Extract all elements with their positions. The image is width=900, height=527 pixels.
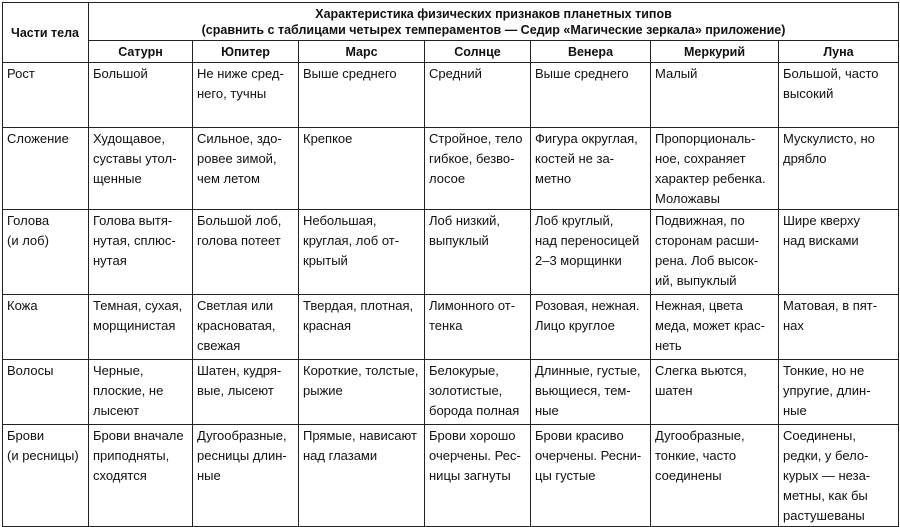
cell-line: Большой лоб,	[197, 213, 282, 228]
cell-line: рена. Лоб высок-	[655, 253, 759, 268]
cell-line: Подвижная, по	[655, 213, 745, 228]
row-header-line: Кожа	[7, 298, 38, 313]
cell-line: ницы загнуты	[429, 468, 511, 483]
row-header	[3, 295, 89, 360]
cell-line: Лоб круглый,	[535, 213, 614, 228]
cell-line: Длинные, густые,	[535, 363, 641, 378]
cell-line: сторонам расши-	[655, 233, 759, 248]
cell-line: лысеют	[93, 403, 140, 418]
cell-line: ное, сохраняет	[655, 151, 746, 166]
cell-line: нутая, сплюс-	[93, 233, 176, 248]
planet-header-moon: Луна	[779, 41, 899, 63]
cell-line: характер ребенка.	[655, 171, 766, 186]
table-cell	[299, 295, 425, 360]
planetary-types-table	[2, 2, 899, 527]
table-cell	[779, 360, 899, 425]
cell-line: Слегка вьются,	[655, 363, 747, 378]
cell-line: очерчены. Рес-	[429, 448, 521, 463]
table-cell	[89, 210, 193, 295]
table-cell	[299, 128, 425, 210]
cell-line: ровее зимой,	[197, 151, 277, 166]
table-row	[3, 63, 899, 128]
planet-header-venus: Венера	[531, 41, 651, 63]
table-cell	[89, 425, 193, 527]
table-cell	[193, 295, 299, 360]
corner-header: Части тела	[3, 3, 89, 63]
cell-line: над глазами	[303, 448, 378, 463]
cell-line: Моложавы	[655, 191, 720, 206]
cell-line: вьющиеся, тем-	[535, 383, 631, 398]
planet-header-saturn: Сатурн	[89, 41, 193, 63]
cell-line: упругие, длин-	[783, 383, 871, 398]
cell-line: лосое	[429, 171, 466, 186]
cell-line: Белокурые,	[429, 363, 499, 378]
row-header-line: Голова	[7, 213, 50, 228]
cell-line: цы густые	[535, 468, 596, 483]
table-cell	[89, 63, 193, 128]
cell-line: Дугообразные,	[655, 428, 745, 443]
cell-line: тонкие, часто	[655, 448, 737, 463]
cell-line: Фигура округлая,	[535, 131, 638, 146]
table-cell	[425, 360, 531, 425]
table-body	[3, 63, 899, 527]
table-cell	[425, 425, 531, 527]
cell-line: очерчены. Ресни-	[535, 448, 642, 463]
table-cell	[193, 63, 299, 128]
cell-line: чем летом	[197, 171, 260, 186]
cell-line: костей не за-	[535, 151, 615, 166]
table-cell	[651, 210, 779, 295]
table-cell	[299, 425, 425, 527]
table-cell	[531, 295, 651, 360]
cell-line: Шире кверху	[783, 213, 861, 228]
cell-line: Малый	[655, 66, 698, 81]
cell-line: тенка	[429, 318, 463, 333]
cell-line: Большой	[93, 66, 148, 81]
table-cell	[193, 425, 299, 527]
cell-line: нутая	[93, 253, 127, 268]
table-cell	[779, 63, 899, 128]
table-cell	[651, 425, 779, 527]
cell-line: Нежная, цвета	[655, 298, 743, 313]
cell-line: Пропорциональ-	[655, 131, 756, 146]
cell-line: дрябло	[783, 151, 827, 166]
cell-line: нах	[783, 318, 804, 333]
cell-line: Средний	[429, 66, 482, 81]
cell-line: Не ниже сред-	[197, 66, 284, 81]
cell-line: Розовая, нежная.	[535, 298, 640, 313]
table-cell	[299, 360, 425, 425]
cell-line: золотистые,	[429, 383, 503, 398]
cell-line: Темная, сухая,	[93, 298, 183, 313]
row-header	[3, 128, 89, 210]
table-cell	[651, 295, 779, 360]
table-title-line: Характеристика физических признаков планетных типов	[315, 7, 672, 21]
table-row	[3, 360, 899, 425]
cell-line: сходятся	[93, 468, 147, 483]
table-row	[3, 295, 899, 360]
cell-line: шатен	[655, 383, 693, 398]
cell-line: морщинистая	[93, 318, 176, 333]
cell-line: круглая, лоб от-	[303, 233, 400, 248]
planet-header-mars: Марс	[299, 41, 425, 63]
cell-line: Матовая, в пят-	[783, 298, 878, 313]
cell-line: Прямые, нависают	[303, 428, 417, 443]
cell-line: плоские, не	[93, 383, 164, 398]
cell-line: Большой, часто	[783, 66, 879, 81]
table-cell	[89, 128, 193, 210]
cell-line: метны, как бы	[783, 488, 868, 503]
cell-line: Тонкие, но не	[783, 363, 865, 378]
table-title	[89, 3, 899, 41]
table-cell	[425, 128, 531, 210]
planet-header-sun: Солнце	[425, 41, 531, 63]
table-cell	[779, 128, 899, 210]
table-cell	[531, 63, 651, 128]
cell-line: приподняты,	[93, 448, 170, 463]
cell-line: ные	[197, 468, 221, 483]
cell-line: Твердая, плотная,	[303, 298, 414, 313]
table-cell	[425, 63, 531, 128]
cell-line: Сильное, здо-	[197, 131, 282, 146]
planet-header-row	[3, 41, 899, 63]
cell-line: Небольшая,	[303, 213, 377, 228]
table-row	[3, 128, 899, 210]
table-cell	[531, 425, 651, 527]
cell-line: свежая	[197, 338, 241, 353]
table-cell	[193, 360, 299, 425]
cell-line: ные	[783, 403, 807, 418]
cell-line: Брови вначале	[93, 428, 184, 443]
cell-line: ресницы длин-	[197, 448, 287, 463]
row-header-line: Волосы	[7, 363, 54, 378]
cell-line: меда, может крас-	[655, 318, 765, 333]
cell-line: Крепкое	[303, 131, 353, 146]
table-cell	[531, 360, 651, 425]
cell-line: Лимонного от-	[429, 298, 516, 313]
cell-line: него, тучны	[197, 86, 267, 101]
cell-line: соединены	[655, 468, 722, 483]
cell-line: Выше среднего	[535, 66, 629, 81]
table-cell	[193, 210, 299, 295]
table-cell	[531, 128, 651, 210]
table-row	[3, 425, 899, 527]
table-subtitle-line: (сравнить с таблицами четырех темпераментов — Седир «Магические зеркала» приложение)	[201, 23, 786, 37]
cell-line: Лоб низкий,	[429, 213, 501, 228]
cell-line: суставы утол-	[93, 151, 177, 166]
row-header-line: (и ресницы)	[7, 448, 79, 463]
planet-header-jupiter: Юпитер	[193, 41, 299, 63]
table-cell	[531, 210, 651, 295]
table-cell	[651, 63, 779, 128]
cell-line: борода полная	[429, 403, 520, 418]
cell-line: ные	[535, 403, 559, 418]
row-header-line: Брови	[7, 428, 45, 443]
cell-line: крытый	[303, 253, 348, 268]
cell-line: над висками	[783, 233, 859, 248]
table-cell	[299, 63, 425, 128]
cell-line: Голова вытя-	[93, 213, 173, 228]
cell-line: 2–3 морщинки	[535, 253, 622, 268]
row-header	[3, 425, 89, 527]
table-cell	[779, 295, 899, 360]
cell-line: Брови хорошо	[429, 428, 516, 443]
cell-line: редки, у бело-	[783, 448, 869, 463]
row-header-line: Рост	[7, 66, 35, 81]
row-header	[3, 210, 89, 295]
cell-line: Шатен, кудря-	[197, 363, 282, 378]
cell-line: над переносицей	[535, 233, 640, 248]
cell-line: высокий	[783, 86, 834, 101]
cell-line: вые, лысеют	[197, 383, 274, 398]
cell-line: Брови красиво	[535, 428, 624, 443]
cell-line: Худощавое,	[93, 131, 166, 146]
table-cell	[779, 425, 899, 527]
cell-line: красная	[303, 318, 352, 333]
table-cell	[425, 295, 531, 360]
row-header	[3, 360, 89, 425]
table-row	[3, 210, 899, 295]
table-cell	[651, 128, 779, 210]
table-cell	[779, 210, 899, 295]
planet-header-mercury: Меркурий	[651, 41, 779, 63]
cell-line: Дугообразные,	[197, 428, 287, 443]
table-cell	[651, 360, 779, 425]
row-header-line: (и лоб)	[7, 233, 49, 248]
table-cell	[193, 128, 299, 210]
cell-line: Соединены,	[783, 428, 856, 443]
cell-line: красноватая,	[197, 318, 276, 333]
cell-line: курых — неза-	[783, 468, 871, 483]
cell-line: Короткие, толстые,	[303, 363, 419, 378]
row-header	[3, 63, 89, 128]
cell-line: Стройное, тело	[429, 131, 523, 146]
row-header-line: Сложение	[7, 131, 69, 146]
cell-line: голова потеет	[197, 233, 281, 248]
cell-line: Выше среднего	[303, 66, 397, 81]
cell-line: Лицо круглое	[535, 318, 615, 333]
cell-line: ий, выпуклый	[655, 273, 737, 288]
cell-line: Мускулисто, но	[783, 131, 875, 146]
table-cell	[89, 360, 193, 425]
cell-line: рыжие	[303, 383, 343, 398]
table-cell	[425, 210, 531, 295]
cell-line: растушеваны	[783, 508, 865, 523]
table-cell	[299, 210, 425, 295]
cell-line: щенные	[93, 171, 142, 186]
cell-line: выпуклый	[429, 233, 489, 248]
table-cell	[89, 295, 193, 360]
cell-line: метно	[535, 171, 572, 186]
cell-line: неть	[655, 338, 682, 353]
cell-line: гибкое, безво-	[429, 151, 515, 166]
cell-line: Черные,	[93, 363, 144, 378]
cell-line: Светлая или	[197, 298, 274, 313]
